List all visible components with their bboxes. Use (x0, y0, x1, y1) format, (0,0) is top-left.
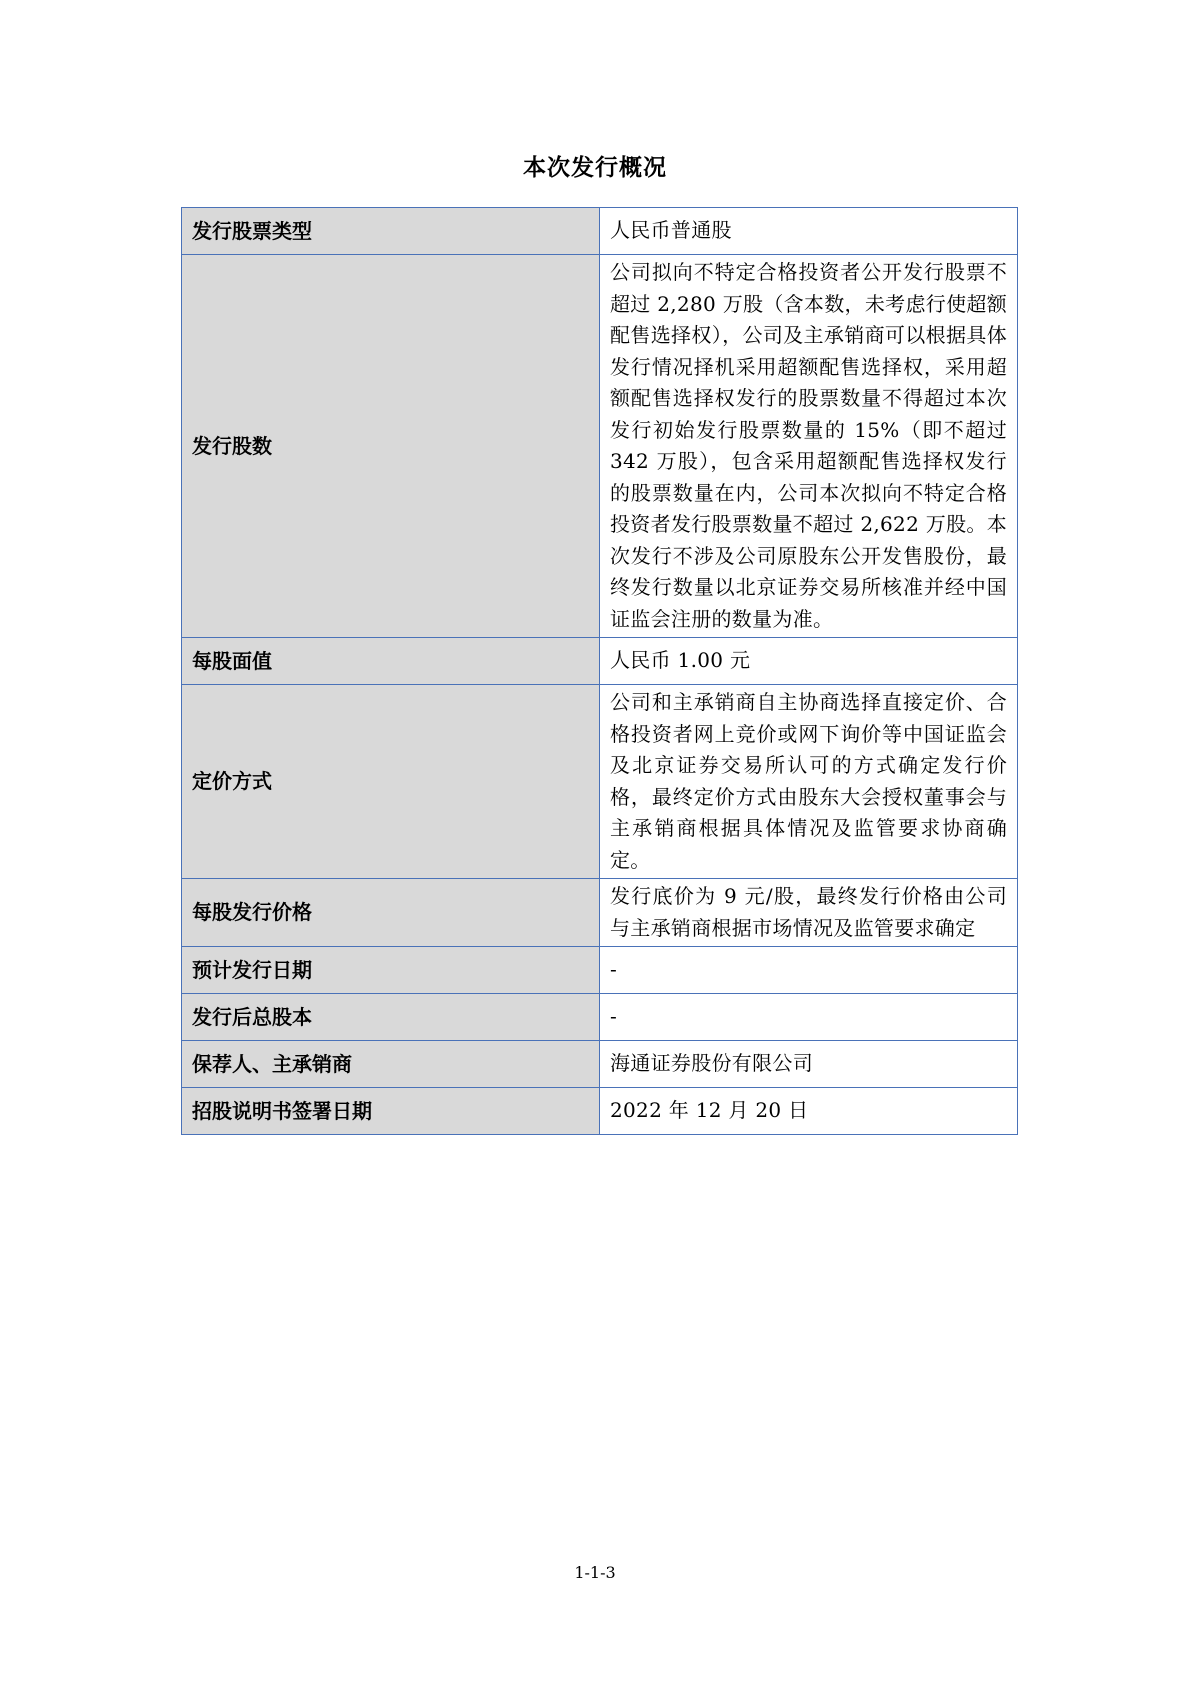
row-label: 发行后总股本 (182, 994, 600, 1041)
row-label: 预计发行日期 (182, 947, 600, 994)
row-label: 保荐人、主承销商 (182, 1041, 600, 1088)
row-value: 海通证券股份有限公司 (600, 1041, 1018, 1088)
row-label: 定价方式 (182, 685, 600, 879)
page-number: 1-1-3 (574, 1563, 616, 1582)
table-row (182, 1088, 1018, 1135)
table-row (182, 685, 1018, 879)
table-row (182, 255, 1018, 638)
row-value: 2022 年 12 月 20 日 (600, 1088, 1018, 1135)
row-label: 招股说明书签署日期 (182, 1088, 600, 1135)
table-row (182, 947, 1018, 994)
row-value: - (600, 994, 1018, 1041)
page-title: 本次发行概况 (523, 155, 667, 181)
row-label: 发行股票类型 (182, 208, 600, 255)
table-row (182, 208, 1018, 255)
table-row (182, 994, 1018, 1041)
row-value: - (600, 947, 1018, 994)
row-label: 每股面值 (182, 638, 600, 685)
row-value: 公司和主承销商自主协商选择直接定价、合格投资者网上竞价或网下询价等中国证监会及北京证券交易所认可的方式确定发行价格，最终定价方式由股东大会授权董事会与主承销商根据具体情况及监管要求协商确定。 (600, 685, 1018, 879)
row-value: 公司拟向不特定合格投资者公开发行股票不超过 2,280 万股（含本数，未考虑行使超额配售选择权），公司及主承销商可以根据具体发行情况择机采用超额配售选择权，采用超额配售选择权发行的股票数量不得超过本次发行初始发行股票数量的 15%（即不超过 342 万股），包含采用超额配售选择权发行的股票数量在内，公司本次拟向不特定合格投资者发行股票数量不超过 2,622 万股。本次发行不涉及公司原股东公开发售股份，最终发行数量以北京证券交易所核准并经中国证监会注册的数量为准。 (600, 255, 1018, 638)
row-value: 发行底价为 9 元/股，最终发行价格由公司与主承销商根据市场情况及监管要求确定 (600, 879, 1018, 947)
table-row (182, 879, 1018, 947)
table-row (182, 638, 1018, 685)
row-label: 每股发行价格 (182, 879, 600, 947)
row-value: 人民币普通股 (600, 208, 1018, 255)
row-value: 人民币 1.00 元 (600, 638, 1018, 685)
table-row (182, 1041, 1018, 1088)
offering-overview-table (181, 207, 1018, 1135)
row-label: 发行股数 (182, 255, 600, 638)
